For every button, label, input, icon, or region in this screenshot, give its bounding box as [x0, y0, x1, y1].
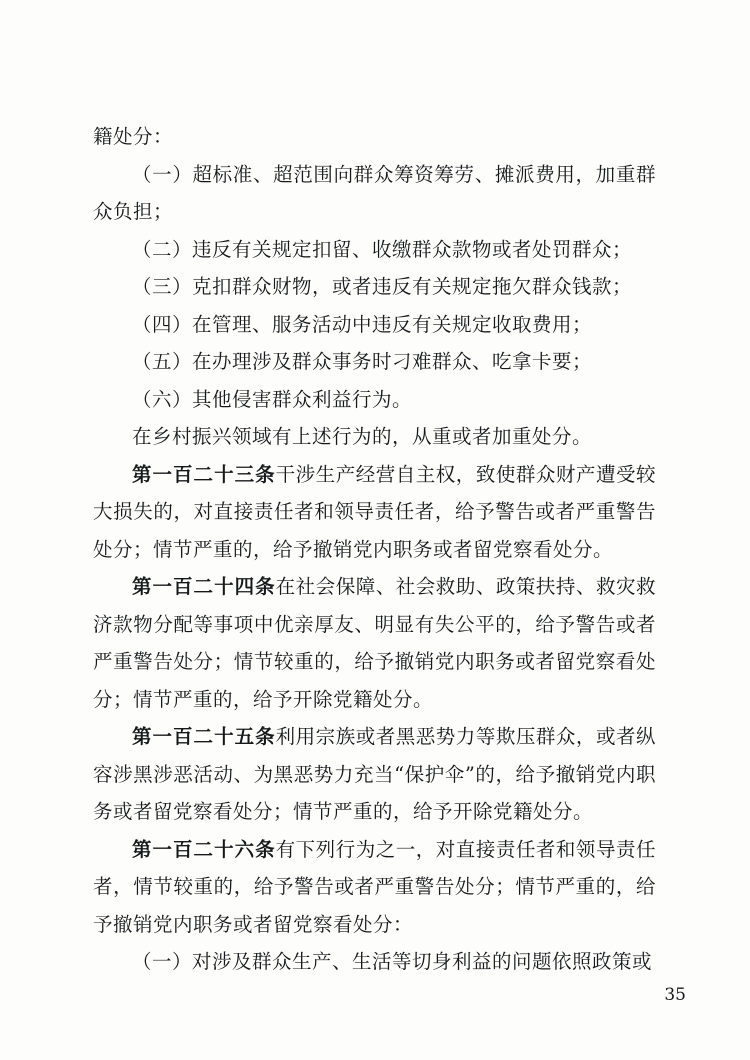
list-item: （三）克扣群众财物，或者违反有关规定拖欠群众钱款；	[132, 275, 633, 298]
article-text: 利用宗族或者黑恶势力等欺压群众，或者纵容涉黑涉恶活动、为黑恶势力充当“保护伞”的，给予撤销党内职务或者留党察看处分；情节严重的，给予开除党籍处分。	[93, 725, 656, 823]
list-item: （一）超标准、超范围向群众筹资筹劳、摊派费用，加重群众负担；	[93, 162, 656, 223]
article-text: 干涉生产经营自主权，致使群众财产遭受较大损失的，对直接责任者和领导责任者，给予警告或者严重警告处分；情节严重的，给予撤销党内职务或者留党察看处分。	[93, 462, 656, 561]
article-125	[93, 718, 656, 831]
page-number: 35	[664, 985, 686, 1005]
paragraph-continuation: 籍处分：	[93, 125, 174, 148]
paragraph-rural-revitalization: 在乡村振兴领域有上述行为的，从重或者加重处分。	[132, 425, 593, 448]
article-text: 在社会保障、社会救助、政策扶持、救灾救济款物分配等事项中优亲厚友、明显有失公平的，给予警告或者严重警告处分；情节较重的，给予撤销党内职务或者留党察看处分；情节严重的，给予开除党籍处分。	[93, 575, 656, 711]
article-number-label: 第一百二十六条	[132, 837, 276, 861]
article-123	[93, 456, 656, 569]
article-number-label: 第一百二十三条	[132, 462, 276, 486]
list-item: （六）其他侵害群众利益行为。	[132, 387, 413, 411]
document-body	[93, 118, 656, 981]
list-item: （一）对涉及群众生产、生活等切身利益的问题依照政策或	[132, 950, 653, 973]
article-number-label: 第一百二十五条	[132, 725, 276, 748]
list-item: （四）在管理、服务活动中违反有关规定收取费用；	[132, 312, 593, 336]
list-item: （二）违反有关规定扣留、收缴群众款物或者处罚群众；	[132, 237, 633, 261]
article-number-label: 第一百二十四条	[132, 575, 276, 598]
article-124	[93, 568, 656, 718]
article-126	[93, 831, 656, 944]
article-text: 有下列行为之一，对直接责任者和领导责任者，情节较重的，给予警告或者严重警告处分；情节严重的，给予撤销党内职务或者留党察看处分：	[93, 837, 656, 936]
list-item: （五）在办理涉及群众事务时刁难群众、吃拿卡要；	[132, 350, 593, 373]
